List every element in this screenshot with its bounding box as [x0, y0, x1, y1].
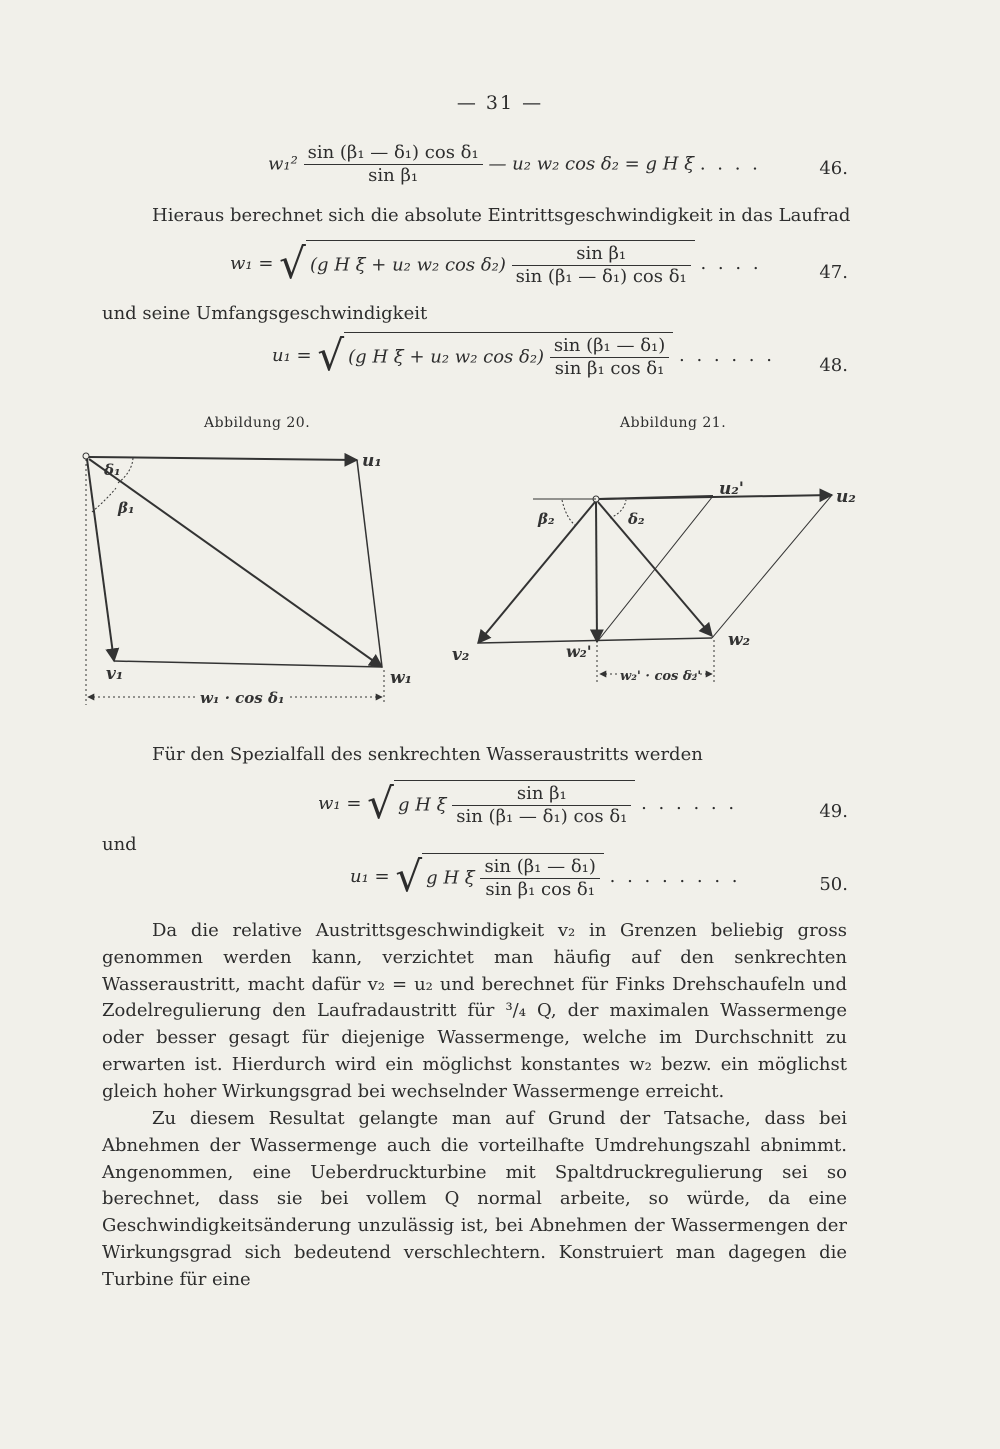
equation-47: w₁ = √ (g H ξ + u₂ w₂ cos δ₂) $\frac{\text{sin β₁}}{\text{sin (β₁ — δ₁) cos δ₁}}$ . . . . — [230, 239, 762, 288]
fig21-label-v2: v₂ — [452, 645, 470, 665]
eq47-number: 47. — [819, 262, 848, 283]
fig21-beta-arc — [562, 500, 576, 526]
figure-21-diagram — [478, 495, 832, 682]
paragraph-2: Zu diesem Resultat gelangte man auf Grund der Tatsache, dass bei Abnehmen der Wassermenge auch die vorteilhafte Umdrehungszahl abnimmt. Angenommen, eine Ueberdruckturbine mit Spaltdruckregulierung sei so berechnet, dass sie bei vollem Q normal arbeite, so würde, da eine Geschwindigkeitsänderung unzulässig ist, bei Abnehmen der Wassermengen der Wirkungsgrad sich bedeutend verschlechtern. Konstruiert man dagegen die Turbine für eine — [102, 1108, 847, 1290]
equation-46: w₁² $\frac{\text{sin (β₁ — δ₁) cos δ₁}}{\text{sin β₁}}$ — u₂ w₂ cos δ₂ = g H ξ . . . . — [268, 142, 761, 186]
figure-21-caption: Abbildung 21. — [620, 415, 727, 431]
text-line-3: Für den Spezialfall des senkrechten Wasseraustritts werden — [152, 744, 703, 765]
fig20-label-w1: w₁ — [390, 668, 413, 688]
text-und: und — [102, 834, 137, 855]
fig20-bottom-line — [114, 661, 382, 667]
fig21-label-w2p: w₂' — [566, 642, 592, 661]
text-line-2: und seine Umfangsgeschwindigkeit — [102, 303, 428, 324]
fig20-origin — [83, 453, 89, 459]
fig21-delta-arc — [610, 500, 626, 518]
eq46-fraction: $\frac{\text{sin (β₁ — δ₁) cos δ₁}}{\text{sin β₁}}$ — [304, 142, 483, 187]
paragraph-1: Da die relative Austrittsgeschwindigkeit v₂ in Grenzen beliebig gross genommen werden kann, verzichtet man häufig auf den senkrechten Wasseraustritt, macht dafür v₂ = u₂ und berechnet für Finks Drehschaufeln und Zodelregulierung den Laufradaustritt für ³/₄ Q, der maximalen Wassermenge oder besser gesagt für diejenige Wassermenge, welche im Durchschnitt zu erwarten ist. Hierdurch wird ein möglichst konstantes w₂ bezw. ein möglichst gleich hoher Wirkungsgrad bei wechselnder Wassermenge erreicht. — [102, 920, 847, 1102]
figure-20-caption: Abbildung 20. — [204, 415, 311, 431]
fig21-bottom-line — [478, 638, 712, 643]
page-number: — 31 — — [456, 92, 544, 114]
fig21-label-u2: u₂ — [836, 487, 856, 507]
equation-48: u₁ = √ (g H ξ + u₂ w₂ cos δ₂) $\frac{\text{sin (β₁ — δ₁)}}{\text{sin β₁ cos δ₁}}$ . . . . . . — [272, 331, 775, 380]
eq48-number: 48. — [819, 355, 848, 376]
equation-50: u₁ = √ g H ξ $\frac{\text{sin (β₁ — δ₁)}}{\text{sin β₁ cos δ₁}}$ . . . . . . . . — [350, 852, 741, 901]
fig21-label-w2: w₂ — [728, 630, 751, 650]
figure-20-diagram — [83, 453, 384, 705]
fig20-label-beta: β₁ — [118, 499, 135, 517]
fig21-label-u2p: u₂' — [719, 479, 745, 499]
fig20-label-delta: δ₁ — [104, 461, 121, 479]
fig21-dimension-label: w₂' · cos δ₂' — [620, 669, 702, 684]
eq49-number: 49. — [819, 801, 848, 822]
fig20-beta-arc — [92, 488, 116, 512]
fig21-parallel-2 — [712, 495, 832, 638]
fig20-w1-arrow — [89, 459, 382, 667]
eq46-rest: — u₂ w₂ cos δ₂ = g H ξ — [488, 153, 695, 175]
fig20-label-u1: u₁ — [362, 451, 382, 471]
fig21-w2p-arrow — [596, 502, 597, 642]
fig20-u1-arrow — [89, 457, 357, 460]
fig21-parallel-1 — [597, 496, 713, 642]
fig21-v2-arrow — [478, 502, 595, 643]
fig20-label-v1: v₁ — [106, 664, 124, 684]
equation-49: w₁ = √ g H ξ $\frac{\text{sin β₁}}{\text{sin (β₁ — δ₁) cos δ₁}}$ . . . . . . — [318, 779, 738, 828]
eq50-number: 50. — [819, 874, 848, 895]
fig20-dimension-label: w₁ · cos δ₁ — [200, 689, 285, 707]
fig20-v1-arrow — [87, 459, 114, 661]
fig21-label-beta: β₂ — [538, 510, 555, 528]
eq46-lhs: w₁² — [268, 153, 298, 175]
text-line-1: Hieraus berechnet sich die absolute Eintrittsgeschwindigkeit in das Laufrad — [152, 205, 851, 226]
fig21-label-delta: δ₂ — [628, 510, 645, 528]
fig20-right-line — [357, 460, 382, 667]
eq46-number: 46. — [819, 158, 848, 179]
